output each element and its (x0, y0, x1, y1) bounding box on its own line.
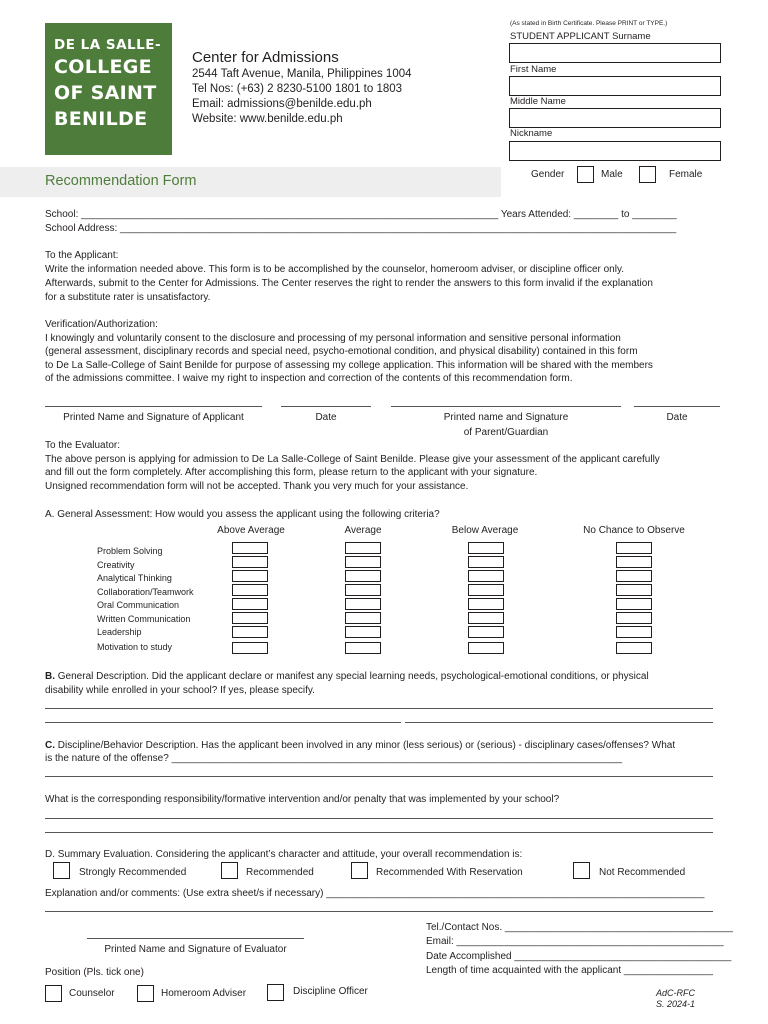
rating-box-below-average[interactable] (468, 612, 504, 624)
discipline-officer-label: Discipline Officer (293, 986, 368, 997)
logo-line-2: COLLEGE (54, 56, 152, 78)
rating-box-average[interactable] (345, 584, 381, 596)
surname-label: STUDENT APPLICANT Surname (510, 31, 651, 42)
rating-box-below-average[interactable] (468, 598, 504, 610)
rating-box-above-average[interactable] (232, 570, 268, 582)
discipline-q2[interactable]: is the nature of the offense? _________________________________________________________________________________ (45, 753, 623, 764)
recommended-checkbox[interactable] (221, 862, 238, 879)
criterion-label: Leadership (97, 627, 142, 637)
rating-box-below-average[interactable] (468, 542, 504, 554)
section-c-text: Has the applicant been involved in any minor (less serious) or (serious) - disciplinary cases/offenses? What (198, 740, 676, 751)
office-website: Website: www.benilde.edu.ph (192, 113, 343, 125)
rating-box-no-chance[interactable] (616, 626, 652, 638)
answer-line[interactable] (45, 818, 713, 819)
evaluator-email[interactable]: Email: ________________________________________________ (426, 936, 724, 947)
answer-line[interactable] (45, 832, 713, 833)
criterion-label: Creativity (97, 560, 135, 570)
answer-line[interactable] (405, 722, 713, 723)
evaluator-length[interactable]: Length of time acquainted with the applicant ________________ (426, 965, 713, 976)
with-reservation-checkbox[interactable] (351, 862, 368, 879)
with-reservation-label: Recommended With Reservation (376, 867, 523, 878)
verification-heading: Verification/Authorization: (45, 319, 158, 330)
male-label: Male (601, 169, 623, 180)
rating-box-above-average[interactable] (232, 612, 268, 624)
criterion-label: Collaboration/Teamwork (97, 587, 194, 597)
rating-box-above-average[interactable] (232, 598, 268, 610)
rating-box-below-average[interactable] (468, 642, 504, 654)
section-c-label: C. (45, 740, 55, 751)
middle-name-field[interactable] (509, 108, 721, 128)
rating-box-no-chance[interactable] (616, 584, 652, 596)
surname-field[interactable] (509, 43, 721, 63)
counselor-label: Counselor (69, 988, 115, 999)
rating-box-no-chance[interactable] (616, 542, 652, 554)
answer-line[interactable] (45, 911, 713, 912)
logo-line-1: DE LA SALLE- (54, 37, 162, 53)
rating-box-above-average[interactable] (232, 626, 268, 638)
first-name-field[interactable] (509, 76, 721, 96)
col-average: Average (344, 525, 382, 536)
evaluator-signature-line[interactable] (87, 938, 304, 939)
answer-line[interactable] (45, 776, 713, 777)
office-tel: Tel Nos: (+63) 2 8230-5100 1801 to 1803 (192, 83, 403, 95)
verification-text-4: of the admissions committee. I waive my right to inspection and correction of the contents of this recommendation form. (45, 373, 573, 384)
to-applicant-text-2: Afterwards, submit to the Center for Admissions. The Center reserves the right to render the answers to this form invalid if the explanation (45, 278, 653, 289)
explanation-line[interactable]: Explanation and/or comments: (Use extra sheet/s if necessary) ____________________________________________________________________ (45, 888, 705, 899)
nickname-label: Nickname (510, 128, 553, 139)
criterion-label: Written Communication (97, 614, 191, 624)
office-name: Center for Admissions (192, 49, 339, 66)
to-evaluator-text-3: Unsigned recommendation form will not be accepted. Thank you very much for your assistance. (45, 481, 469, 492)
parent-signature-line[interactable] (391, 406, 621, 407)
form-title: Recommendation Form (45, 173, 197, 189)
parent-signature-label-2: of Parent/Guardian (463, 427, 549, 438)
verification-text-2: (general assessment, disciplinary records and special need, psycho-emotional condition, and physical disability) contained in this form (45, 346, 638, 357)
not-recommended-label: Not Recommended (599, 867, 686, 878)
rating-box-above-average[interactable] (232, 542, 268, 554)
rating-box-average[interactable] (345, 542, 381, 554)
assessment-heading (45, 508, 440, 522)
section-b-label: B. (45, 671, 55, 682)
criterion-label: Motivation to study (97, 642, 173, 652)
answer-line[interactable] (45, 722, 401, 723)
rating-box-above-average[interactable] (232, 642, 268, 654)
discipline-q1 (45, 739, 675, 753)
rating-box-below-average[interactable] (468, 626, 504, 638)
criterion-label: Problem Solving (97, 546, 163, 556)
college-logo (45, 23, 172, 155)
rating-box-no-chance[interactable] (616, 556, 652, 568)
to-applicant-text-1: Write the information needed above. This form is to be accomplished by the counselor, homeroom adviser, or discipline officer only. (45, 264, 625, 275)
homeroom-adviser-checkbox[interactable] (137, 985, 154, 1002)
office-email: Email: admissions@benilde.edu.ph (192, 98, 372, 110)
gender-label: Gender (531, 169, 565, 180)
evaluator-date[interactable]: Date Accomplished _______________________________________ (426, 951, 732, 962)
assessment-question: How would you assess the applicant using the following criteria? (152, 509, 440, 520)
form-series: S. 2024-1 (656, 999, 696, 1009)
logo-line-4: BENILDE (54, 108, 148, 130)
applicant-date-label: Date (315, 412, 337, 423)
homeroom-adviser-label: Homeroom Adviser (161, 988, 247, 999)
section-b-heading: General Description. (55, 671, 149, 682)
criterion-label: Analytical Thinking (97, 573, 172, 583)
col-below-average: Below Average (451, 525, 519, 536)
section-b-text: Did the applicant declare or manifest any special learning needs, psychological-emotional conditions, or physical (148, 671, 649, 682)
discipline-q3: What is the corresponding responsibility/formative intervention and/or penalty that was implemented by your school? (45, 794, 560, 805)
rating-box-average[interactable] (345, 626, 381, 638)
rating-box-average[interactable] (345, 612, 381, 624)
section-c-heading: Discipline/Behavior Description. (55, 740, 199, 751)
criterion-label: Oral Communication (97, 600, 180, 610)
print-note: (As stated in Birth Certificate. Please PRINT or TYPE.) (510, 20, 668, 27)
col-above-average: Above Average (217, 525, 285, 536)
to-evaluator-text-1: The above person is applying for admission to De La Salle-College of Saint Benilde. Please give your assessment of the applicant carefully (45, 454, 660, 465)
col-no-chance: No Chance to Observe (583, 525, 685, 536)
general-description-q1 (45, 670, 649, 684)
answer-line[interactable] (45, 708, 713, 709)
form-code: AdC-RFC (656, 988, 696, 998)
logo-line-3: OF SAINT (54, 82, 157, 104)
school-line[interactable]: School: ___________________________________________________________________________ Years Attended: ________ to ________ (45, 209, 677, 220)
counselor-checkbox[interactable] (45, 985, 62, 1002)
first-name-label: First Name (510, 64, 557, 75)
to-applicant-text-3: for a substitute rater is unsatisfactory. (45, 292, 211, 303)
assessment-title: A. General Assessment: (45, 509, 153, 520)
not-recommended-checkbox[interactable] (573, 862, 590, 879)
rating-box-below-average[interactable] (468, 570, 504, 582)
section-d-heading: D. Summary Evaluation. (45, 849, 153, 860)
applicant-signature-label: Printed Name and Signature of Applicant (63, 412, 244, 423)
evaluator-tel[interactable]: Tel./Contact Nos. _________________________________________ (426, 922, 733, 933)
applicant-signature-line[interactable] (45, 406, 262, 407)
school-address-line[interactable]: School Address: ____________________________________________________________________________________________________ (45, 223, 677, 234)
strongly-recommended-checkbox[interactable] (53, 862, 70, 879)
rating-box-below-average[interactable] (468, 584, 504, 596)
rating-box-no-chance[interactable] (616, 570, 652, 582)
recommended-label: Recommended (246, 867, 314, 878)
applicant-date-line[interactable] (281, 406, 371, 407)
to-evaluator-text-2: and fill out the form completely. After accomplishing this form, please return to the applicant with your signature. (45, 467, 538, 478)
parent-date-line[interactable] (634, 406, 720, 407)
office-address: 2544 Taft Avenue, Manila, Philippines 1004 (192, 68, 412, 80)
parent-date-label: Date (666, 412, 688, 423)
rating-box-no-chance[interactable] (616, 598, 652, 610)
middle-name-label: Middle Name (510, 96, 566, 107)
discipline-officer-checkbox[interactable] (267, 984, 284, 1001)
rating-box-above-average[interactable] (232, 584, 268, 596)
strongly-recommended-label: Strongly Recommended (79, 867, 187, 878)
summary-question (45, 848, 522, 862)
nickname-field[interactable] (509, 141, 721, 161)
male-checkbox[interactable] (577, 166, 594, 183)
general-description-q2: disability while enrolled in your school? If yes, please specify. (45, 685, 315, 696)
rating-box-no-chance[interactable] (616, 612, 652, 624)
rating-box-average[interactable] (345, 598, 381, 610)
parent-signature-label: Printed name and Signature (443, 412, 569, 423)
rating-box-average[interactable] (345, 570, 381, 582)
rating-box-no-chance[interactable] (616, 642, 652, 654)
evaluator-signature-label: Printed Name and Signature of Evaluator (104, 944, 287, 955)
female-label: Female (669, 169, 703, 180)
rating-box-above-average[interactable] (232, 556, 268, 568)
rating-box-below-average[interactable] (468, 556, 504, 568)
to-evaluator-heading: To the Evaluator: (45, 440, 121, 451)
to-applicant-heading: To the Applicant: (45, 250, 119, 261)
female-checkbox[interactable] (639, 166, 656, 183)
rating-box-average[interactable] (345, 556, 381, 568)
section-d-text: Considering the applicant’s character and attitude, your overall recommendation is: (152, 849, 523, 860)
position-label: Position (Pls. tick one) (45, 967, 144, 978)
verification-text-3: to De La Salle-College of Saint Benilde for purpose of assessing my college application. This information will be shared with the members (45, 360, 653, 371)
rating-box-average[interactable] (345, 642, 381, 654)
verification-text-1: I knowingly and voluntarily consent to the disclosure and processing of my personal information and sensitive personal information (45, 333, 621, 344)
